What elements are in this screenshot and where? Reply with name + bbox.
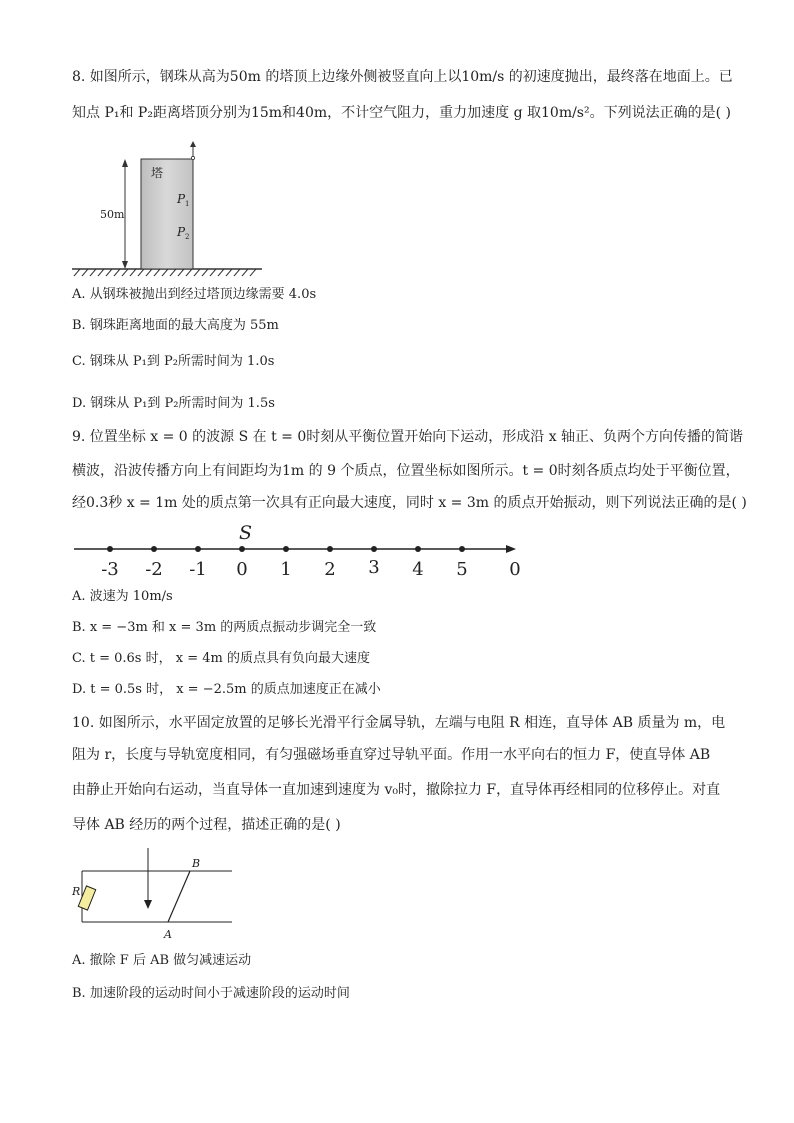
axis-tick-label: 1 [280,559,292,580]
axis-point [151,546,157,552]
q8-stem-line-2: 知点 P₁和 P₂距离塔顶分别为15m和40m，不计空气阻力，重力加速度 g 取10m/s²。下列说法正确的是( ) [72,105,731,121]
axis-tick-label: 0 [236,559,248,580]
axis-point [327,546,333,552]
axis-tick-label: -3 [101,559,119,580]
axis-tick-label: -1 [189,559,207,580]
axis-point [107,546,113,552]
axis-point [195,546,201,552]
axis-point [459,546,465,552]
q8-tower-figure [70,150,270,276]
q10-stem-line-1: 10. 如图所示，水平固定放置的足够长光滑平行金属导轨，左端与电阻 R 相连，直导体 AB 质量为 m，电 [72,715,726,731]
q8-option-c[interactable]: C. 钢珠从 P₁到 P₂所需时间为 1.0s [72,354,275,369]
q10-stem-line-2: 阻为 r，长度与导轨宽度相同，有匀强磁场垂直穿过导轨平面。作用一水平向右的恒力 F，使直导体 AB [72,747,711,763]
tower-label: 塔 [151,166,164,180]
q9-option-a[interactable]: A. 波速为 10m/s [72,589,173,604]
conductor-ab [168,871,190,922]
q10-stem-line-4: 导体 AB 经历的两个过程，描述正确的是( ) [72,817,341,833]
axis-tick-label: 2 [324,559,336,580]
height-label: 50m [100,208,125,221]
axis-tick-label: 4 [412,559,424,580]
q9-stem-line-1: 9. 位置坐标 x = 0 的波源 S 在 t = 0时刻从平衡位置开始向下运动，形成沿 x 轴正、负两个方向传播的简谐 [72,429,744,445]
q10-rail-figure [70,845,240,945]
axis-tick-label: 3 [368,557,380,578]
p1-subscript: 1 [185,200,190,208]
q9-option-d[interactable]: D. t = 0.5s 时， x = −2.5m 的质点加速度正在减小 [72,682,381,697]
axis-tick-label: 0 [509,559,521,580]
p1-label: P [177,192,186,206]
q9-option-c[interactable]: C. t = 0.6s 时， x = 4m 的质点具有负向最大速度 [72,651,370,666]
b-label: B [192,857,201,870]
axis-point [283,546,289,552]
r-label: R [72,885,81,898]
axis-point [239,546,245,552]
q10-option-a[interactable]: A. 撤除 F 后 AB 做匀减速运动 [72,953,252,968]
q8-option-b[interactable]: B. 钢珠距离地面的最大高度为 55m [72,318,279,333]
axis-arrow-icon [506,545,516,553]
q9-stem-line-2: 横波，沿波传播方向上有间距均为1m 的 9 个质点，位置坐标如图所示。t = 0时刻各质点均处于平衡位置， [72,463,740,479]
axis-tick-label: 5 [456,559,468,580]
up-arrow-icon [190,141,196,147]
resistor [78,886,96,910]
axis-tick-label: -2 [145,559,163,580]
q9-option-b[interactable]: B. x = −3m 和 x = 3m 的两质点振动步调完全一致 [72,620,377,635]
q8-option-d[interactable]: D. 钢珠从 P₁到 P₂所需时间为 1.5s [72,396,275,411]
q9-axis-figure [70,518,530,582]
q10-stem-line-3: 由静止开始向右运动，当直导体一直加速到速度为 v₀时，撤除拉力 F，直导体再经相同的位移停止。对直 [72,782,721,798]
axis-point [415,546,421,552]
a-label: A [164,928,172,941]
axis-point [371,546,377,552]
p2-subscript: 2 [185,233,190,241]
p2-label: P [177,225,186,239]
tower [141,159,193,269]
q8-stem-line-1: 8. 如图所示，钢珠从高为50m 的塔顶上边缘外侧被竖直向上以10m/s 的初速度抛出，最终落在地面上。已 [72,69,733,85]
q9-stem-line-3: 经0.3秒 x = 1m 处的质点第一次具有正向最大速度，同时 x = 3m 的质点开始振动，则下列说法正确的是( ) [72,495,747,511]
q10-option-b[interactable]: B. 加速阶段的运动时间小于减速阶段的运动时间 [72,986,350,1001]
field-arrow-icon [144,900,152,909]
q8-option-a[interactable]: A. 从钢珠被抛出到经过塔顶边缘需要 4.0s [72,287,317,302]
source-label: S [239,522,253,544]
